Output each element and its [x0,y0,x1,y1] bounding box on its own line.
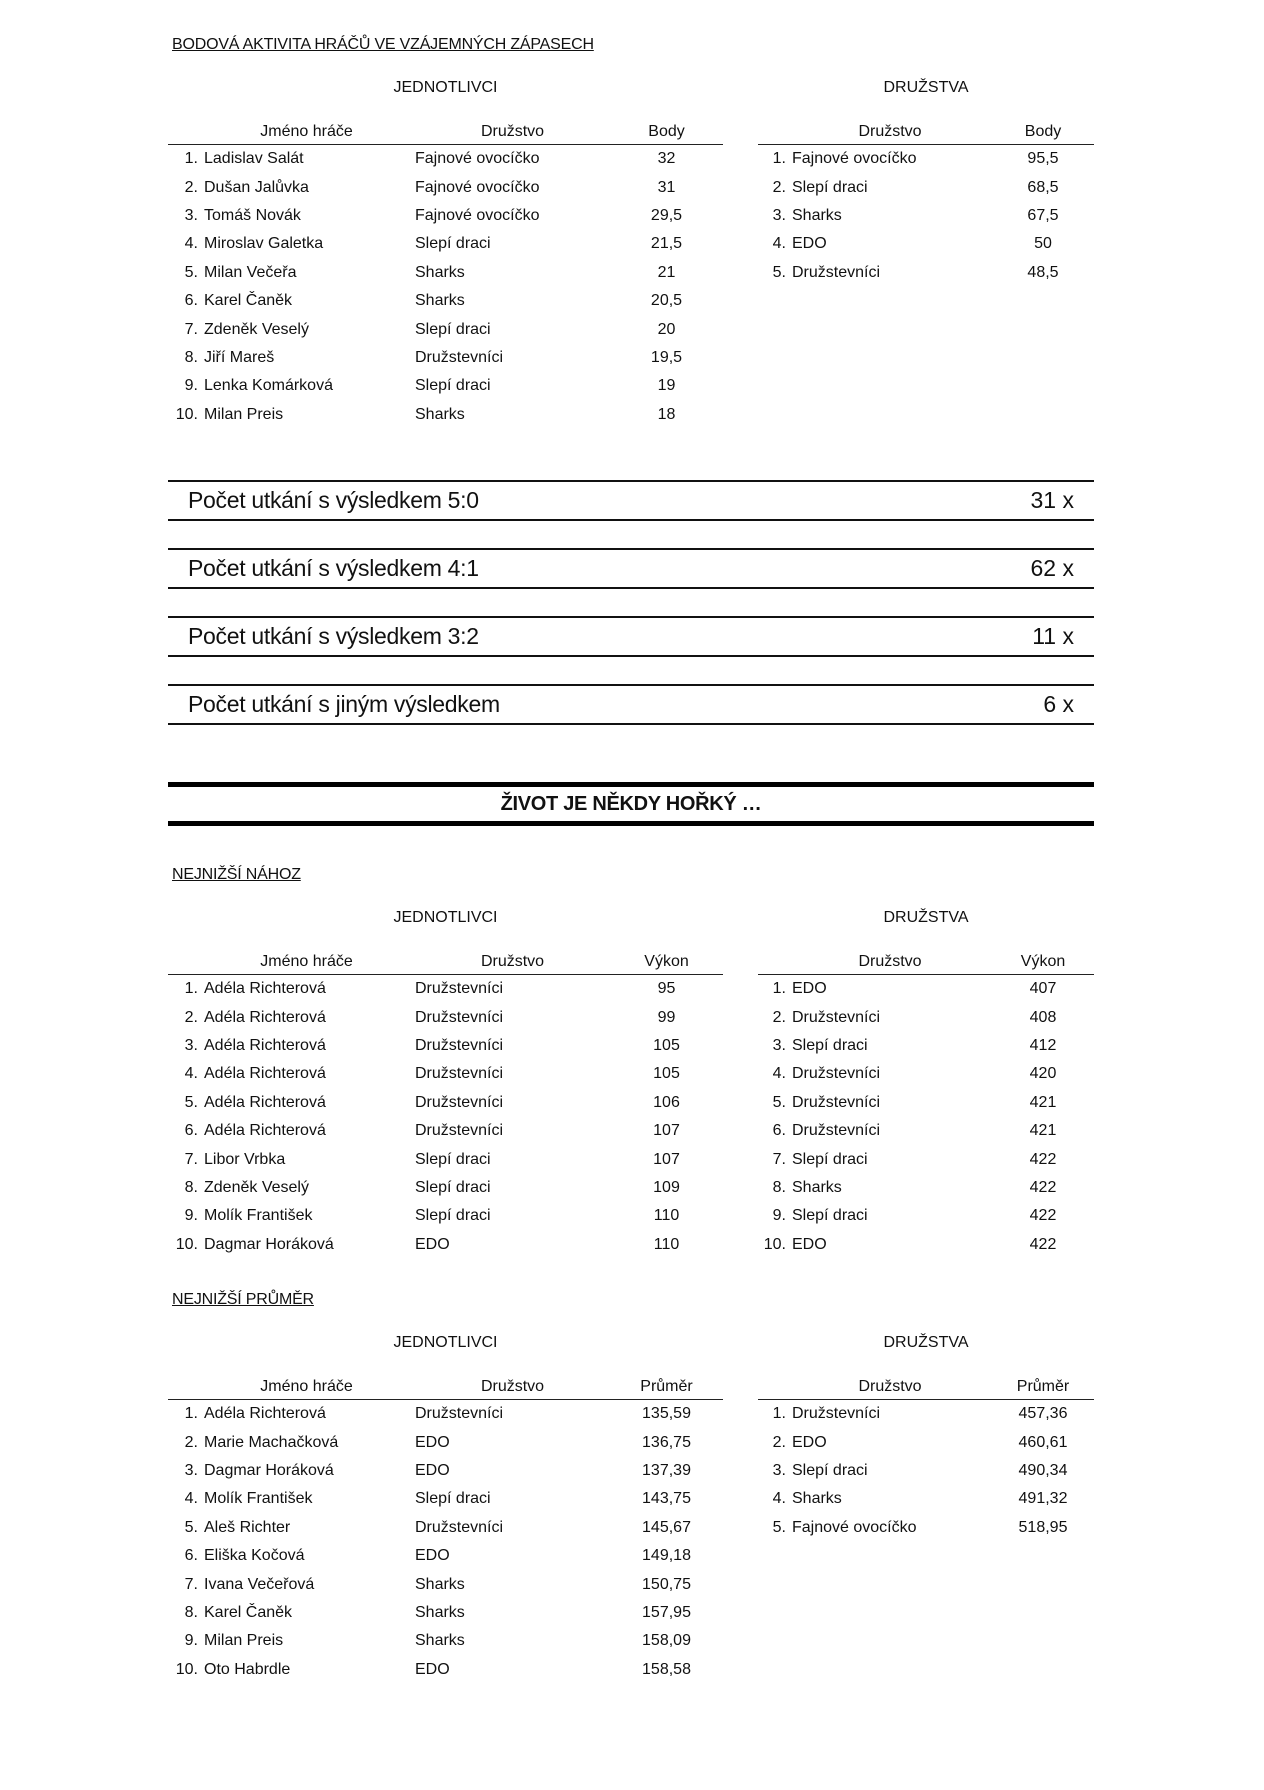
teams-label: DRUŽSTVA [883,909,969,926]
player-name: Karel Čaněk [204,1603,293,1621]
col-header-team: Družstvo [415,1366,610,1400]
table-row [758,202,1094,230]
lowest-throw-individuals-table [168,941,723,1259]
individuals-label: JEDNOTLIVCI [393,1334,498,1351]
team-name: Družstevníci [415,1008,504,1026]
value: 422 [1029,1235,1057,1253]
value: 21 [657,263,676,281]
player-name: Eliška Kočová [204,1547,305,1565]
team-name: Družstevníci [792,1008,881,1026]
team-name: Družstevníci [415,1122,504,1140]
rank: 7. [184,1575,198,1593]
result-count: 11 x [1032,623,1074,649]
col-header-performance: Výkon [610,941,723,975]
rank: 4. [184,235,198,253]
value: 20 [657,320,676,338]
player-name: Adéla Richterová [204,980,326,998]
value: 107 [653,1122,680,1140]
player-name: Jiří Mareš [204,348,275,366]
table-row [168,1428,723,1456]
table-row [168,1627,723,1655]
col-header-points: Body [992,111,1094,145]
player-name: Adéla Richterová [204,1122,326,1140]
rank: 5. [772,1093,786,1111]
value: 32 [657,150,676,168]
table-row [168,1514,723,1542]
team-name: Slepí draci [415,1178,491,1196]
rank: 10. [175,405,198,423]
rank: 1. [184,150,198,168]
player-name: Milan Večeřa [204,263,297,281]
value: 95,5 [1027,150,1059,168]
table-row [168,202,723,230]
rank: 3. [772,1036,786,1054]
table-row [168,1032,723,1060]
table-row [168,1003,723,1031]
rank: 3. [184,1036,198,1054]
table-row [168,1485,723,1513]
team-name: Sharks [415,292,465,310]
value: 99 [657,1008,676,1026]
banner-heading: ŽIVOT JE NĚKDY HOŘKÝ … [168,782,1094,826]
team-name: EDO [415,1461,450,1479]
col-header-team: Družstvo [415,111,610,145]
value: 105 [653,1065,680,1083]
rank: 4. [772,1490,786,1508]
rank: 1. [772,150,786,168]
col-header-points: Body [610,111,723,145]
rank: 8. [184,1603,198,1621]
result-label: Počet utkání s výsledkem 3:2 [188,623,479,649]
result-label: Počet utkání s výsledkem 4:1 [188,555,479,581]
col-header-name: Jméno hráče [168,1366,415,1400]
team-name: EDO [792,1235,827,1253]
player-name: Adéla Richterová [204,1036,326,1054]
value: 106 [653,1093,680,1111]
team-name: Fajnové ovocíčko [415,150,540,168]
table-row [758,1485,1094,1513]
rank: 2. [184,178,198,196]
player-name: Oto Habrdle [204,1660,291,1678]
team-name: Slepí draci [792,1461,868,1479]
rank: 5. [772,263,786,281]
result-count-other [168,684,1094,725]
team-name: Fajnové ovocíčko [415,178,540,196]
value: 143,75 [642,1490,691,1508]
rank: 4. [184,1065,198,1083]
rank: 1. [772,1405,786,1423]
rank: 1. [772,980,786,998]
player-name: Dagmar Horáková [204,1461,334,1479]
player-name: Dušan Jalůvka [204,178,309,196]
table-row [758,1060,1094,1088]
team-name: Družstevníci [792,1093,881,1111]
rank: 5. [184,263,198,281]
individuals-label: JEDNOTLIVCI [393,79,498,96]
table-row [758,173,1094,201]
result-count: 6 x [1043,691,1074,717]
rank: 8. [184,348,198,366]
rank: 3. [772,1461,786,1479]
value: 422 [1029,1150,1057,1168]
player-name: Dagmar Horáková [204,1235,334,1253]
rank: 2. [772,1433,786,1451]
rank: 2. [772,1008,786,1026]
value: 491,32 [1018,1490,1068,1508]
section-title-activity: BODOVÁ AKTIVITA HRÁČŮ VE VZÁJEMNÝCH ZÁPASECH [172,36,594,53]
result-count-4-1 [168,548,1094,589]
table-row [758,1202,1094,1230]
col-header-average: Průměr [610,1366,723,1400]
table-row [168,230,723,258]
team-name: Sharks [415,1632,465,1650]
team-name: Slepí draci [415,235,491,253]
team-name: Družstevníci [792,1065,881,1083]
result-count-5-0 [168,480,1094,521]
value: 407 [1029,980,1057,998]
value: 157,95 [642,1603,691,1621]
value: 421 [1029,1093,1057,1111]
col-header-average: Průměr [992,1366,1094,1400]
table-row [168,1089,723,1117]
rank: 7. [772,1150,786,1168]
table-row [168,287,723,315]
table-row [168,1400,723,1429]
team-name: Sharks [792,1490,842,1508]
value: 518,95 [1018,1518,1068,1536]
value: 48,5 [1027,263,1059,281]
table-row [168,1570,723,1598]
team-name: Družstevníci [415,980,504,998]
table-row [168,315,723,343]
table-row [758,1514,1094,1542]
team-name: Družstevníci [415,1065,504,1083]
result-label: Počet utkání s výsledkem 5:0 [188,487,479,513]
team-name: Družstevníci [415,1036,504,1054]
value: 95 [657,980,676,998]
value: 110 [653,1235,680,1253]
rank: 6. [184,292,198,310]
col-header-team: Družstvo [758,1366,992,1400]
team-name: Slepí draci [792,1036,868,1054]
team-name: Sharks [415,405,465,423]
table-row [168,1202,723,1230]
section-title-lowest-average: NEJNIŽŠÍ PRŮMĚR [172,1291,314,1308]
table-row [168,1656,723,1684]
value: 31 [657,178,676,196]
table-row [168,1542,723,1570]
rank: 5. [772,1518,786,1536]
rank: 1. [184,1405,198,1423]
team-name: Družstevníci [792,1405,881,1423]
player-name: Adéla Richterová [204,1405,326,1423]
rank: 10. [763,1235,786,1253]
value: 408 [1029,1008,1057,1026]
player-name: Ladislav Salát [204,150,304,168]
team-name: Fajnové ovocíčko [792,150,917,168]
table-row [168,259,723,287]
player-name: Molík František [204,1490,313,1508]
result-label: Počet utkání s jiným výsledkem [188,691,500,717]
table-row [168,173,723,201]
team-name: EDO [415,1547,450,1565]
player-name: Libor Vrbka [204,1150,286,1168]
team-name: Slepí draci [792,1150,868,1168]
value: 19,5 [650,348,683,366]
rank: 2. [772,178,786,196]
team-name: EDO [792,235,827,253]
value: 145,67 [642,1518,691,1536]
section-title-lowest-throw: NEJNIŽŠÍ NÁHOZ [172,866,301,883]
value: 137,39 [642,1461,691,1479]
table-row [758,259,1094,287]
rank: 8. [772,1178,786,1196]
rank: 4. [772,235,786,253]
table-row [168,975,723,1004]
team-name: EDO [415,1235,450,1253]
team-name: Sharks [792,206,842,224]
table-row [758,1231,1094,1259]
player-name: Milan Preis [204,1632,284,1650]
value: 136,75 [642,1433,691,1451]
team-name: Sharks [415,263,465,281]
result-count: 31 x [1030,487,1074,513]
table-row [758,1428,1094,1456]
rank: 9. [184,1632,198,1650]
col-header-name: Jméno hráče [168,941,415,975]
table-row [168,1174,723,1202]
table-row [758,1145,1094,1173]
rank: 10. [175,1235,198,1253]
player-name: Molík František [204,1207,313,1225]
table-row [168,1060,723,1088]
player-name: Adéla Richterová [204,1008,326,1026]
rank: 2. [184,1433,198,1451]
value: 20,5 [650,292,683,310]
team-name: Sharks [415,1603,465,1621]
table-row [168,1457,723,1485]
rank: 5. [184,1518,198,1536]
value: 135,59 [642,1405,691,1423]
value: 110 [653,1207,680,1225]
team-name: EDO [792,980,827,998]
player-name: Milan Preis [204,405,284,423]
table-row [758,1003,1094,1031]
player-name: Tomáš Novák [204,206,301,224]
table-row [758,145,1094,174]
table-row [758,230,1094,258]
value: 457,36 [1018,1405,1068,1423]
team-name: EDO [415,1660,450,1678]
team-name: Družstevníci [415,1093,504,1111]
table-row [758,1400,1094,1429]
table-row [758,1117,1094,1145]
rank: 7. [184,1150,198,1168]
rank: 2. [184,1008,198,1026]
rank: 5. [184,1093,198,1111]
value: 107 [653,1150,680,1168]
value: 460,61 [1018,1433,1068,1451]
table-row [168,344,723,372]
value: 149,18 [642,1547,691,1565]
table-row [168,1599,723,1627]
value: 18 [657,405,676,423]
table-row [168,401,723,429]
player-name: Zdeněk Veselý [204,1178,309,1196]
rank: 8. [184,1178,198,1196]
lowest-average-individuals-table [168,1366,723,1684]
value: 422 [1029,1207,1057,1225]
team-name: Sharks [415,1575,465,1593]
player-name: Miroslav Galetka [204,235,324,253]
rank: 7. [184,320,198,338]
col-header-team: Družstvo [758,111,992,145]
table-row [758,1032,1094,1060]
table-row [758,1174,1094,1202]
team-name: Fajnové ovocíčko [792,1518,917,1536]
rank: 3. [772,206,786,224]
table-row [168,145,723,174]
value: 68,5 [1027,178,1059,196]
rank: 9. [184,377,198,395]
col-header-team: Družstvo [758,941,992,975]
rank: 9. [184,1207,198,1225]
teams-label: DRUŽSTVA [883,79,969,96]
team-name: EDO [792,1433,827,1451]
value: 50 [1034,235,1052,253]
rank: 6. [184,1547,198,1565]
lowest-average-teams-table [758,1366,1094,1542]
rank: 10. [175,1660,198,1678]
player-name: Marie Machačková [204,1433,339,1451]
rank: 3. [184,1461,198,1479]
table-row [168,372,723,400]
player-name: Adéla Richterová [204,1065,326,1083]
team-name: Slepí draci [415,320,491,338]
value: 412 [1029,1036,1057,1054]
individuals-label: JEDNOTLIVCI [393,909,498,926]
value: 158,09 [642,1632,691,1650]
lowest-throw-teams-table [758,941,1094,1259]
team-name: EDO [415,1433,450,1451]
rank: 9. [772,1207,786,1225]
team-name: Slepí draci [415,1490,491,1508]
team-name: Družstevníci [415,1405,504,1423]
player-name: Aleš Richter [204,1518,291,1536]
table-row [168,1117,723,1145]
team-name: Družstevníci [415,1518,504,1536]
table-row [758,1089,1094,1117]
table-row [758,1457,1094,1485]
player-name: Lenka Komárková [204,377,333,395]
result-count: 62 x [1030,555,1074,581]
col-header-team: Družstvo [415,941,610,975]
rank: 6. [772,1122,786,1140]
team-name: Sharks [792,1178,842,1196]
team-name: Fajnové ovocíčko [415,206,540,224]
value: 29,5 [650,206,683,224]
activity-individuals-table [168,111,723,429]
value: 421 [1029,1122,1057,1140]
table-row [168,1231,723,1259]
team-name: Družstevníci [792,1122,881,1140]
teams-label: DRUŽSTVA [883,1334,969,1351]
value: 105 [653,1036,680,1054]
table-row [168,1145,723,1173]
col-header-performance: Výkon [992,941,1094,975]
player-name: Ivana Večeřová [204,1575,315,1593]
value: 150,75 [642,1575,691,1593]
team-name: Družstevníci [415,348,504,366]
value: 422 [1029,1178,1057,1196]
value: 21,5 [650,235,683,253]
team-name: Slepí draci [415,377,491,395]
team-name: Slepí draci [792,178,868,196]
player-name: Adéla Richterová [204,1093,326,1111]
rank: 1. [184,980,198,998]
value: 19 [657,377,676,395]
value: 420 [1029,1065,1057,1083]
activity-teams-table [758,111,1094,287]
team-name: Družstevníci [792,263,881,281]
rank: 3. [184,206,198,224]
team-name: Slepí draci [415,1150,491,1168]
result-count-3-2 [168,616,1094,657]
rank: 6. [184,1122,198,1140]
value: 158,58 [642,1660,691,1678]
team-name: Slepí draci [415,1207,491,1225]
team-name: Slepí draci [792,1207,868,1225]
rank: 4. [184,1490,198,1508]
value: 67,5 [1027,206,1059,224]
player-name: Zdeněk Veselý [204,320,309,338]
col-header-name: Jméno hráče [168,111,415,145]
value: 490,34 [1018,1461,1068,1479]
player-name: Karel Čaněk [204,292,293,310]
value: 109 [653,1178,680,1196]
table-row [758,975,1094,1004]
rank: 4. [772,1065,786,1083]
